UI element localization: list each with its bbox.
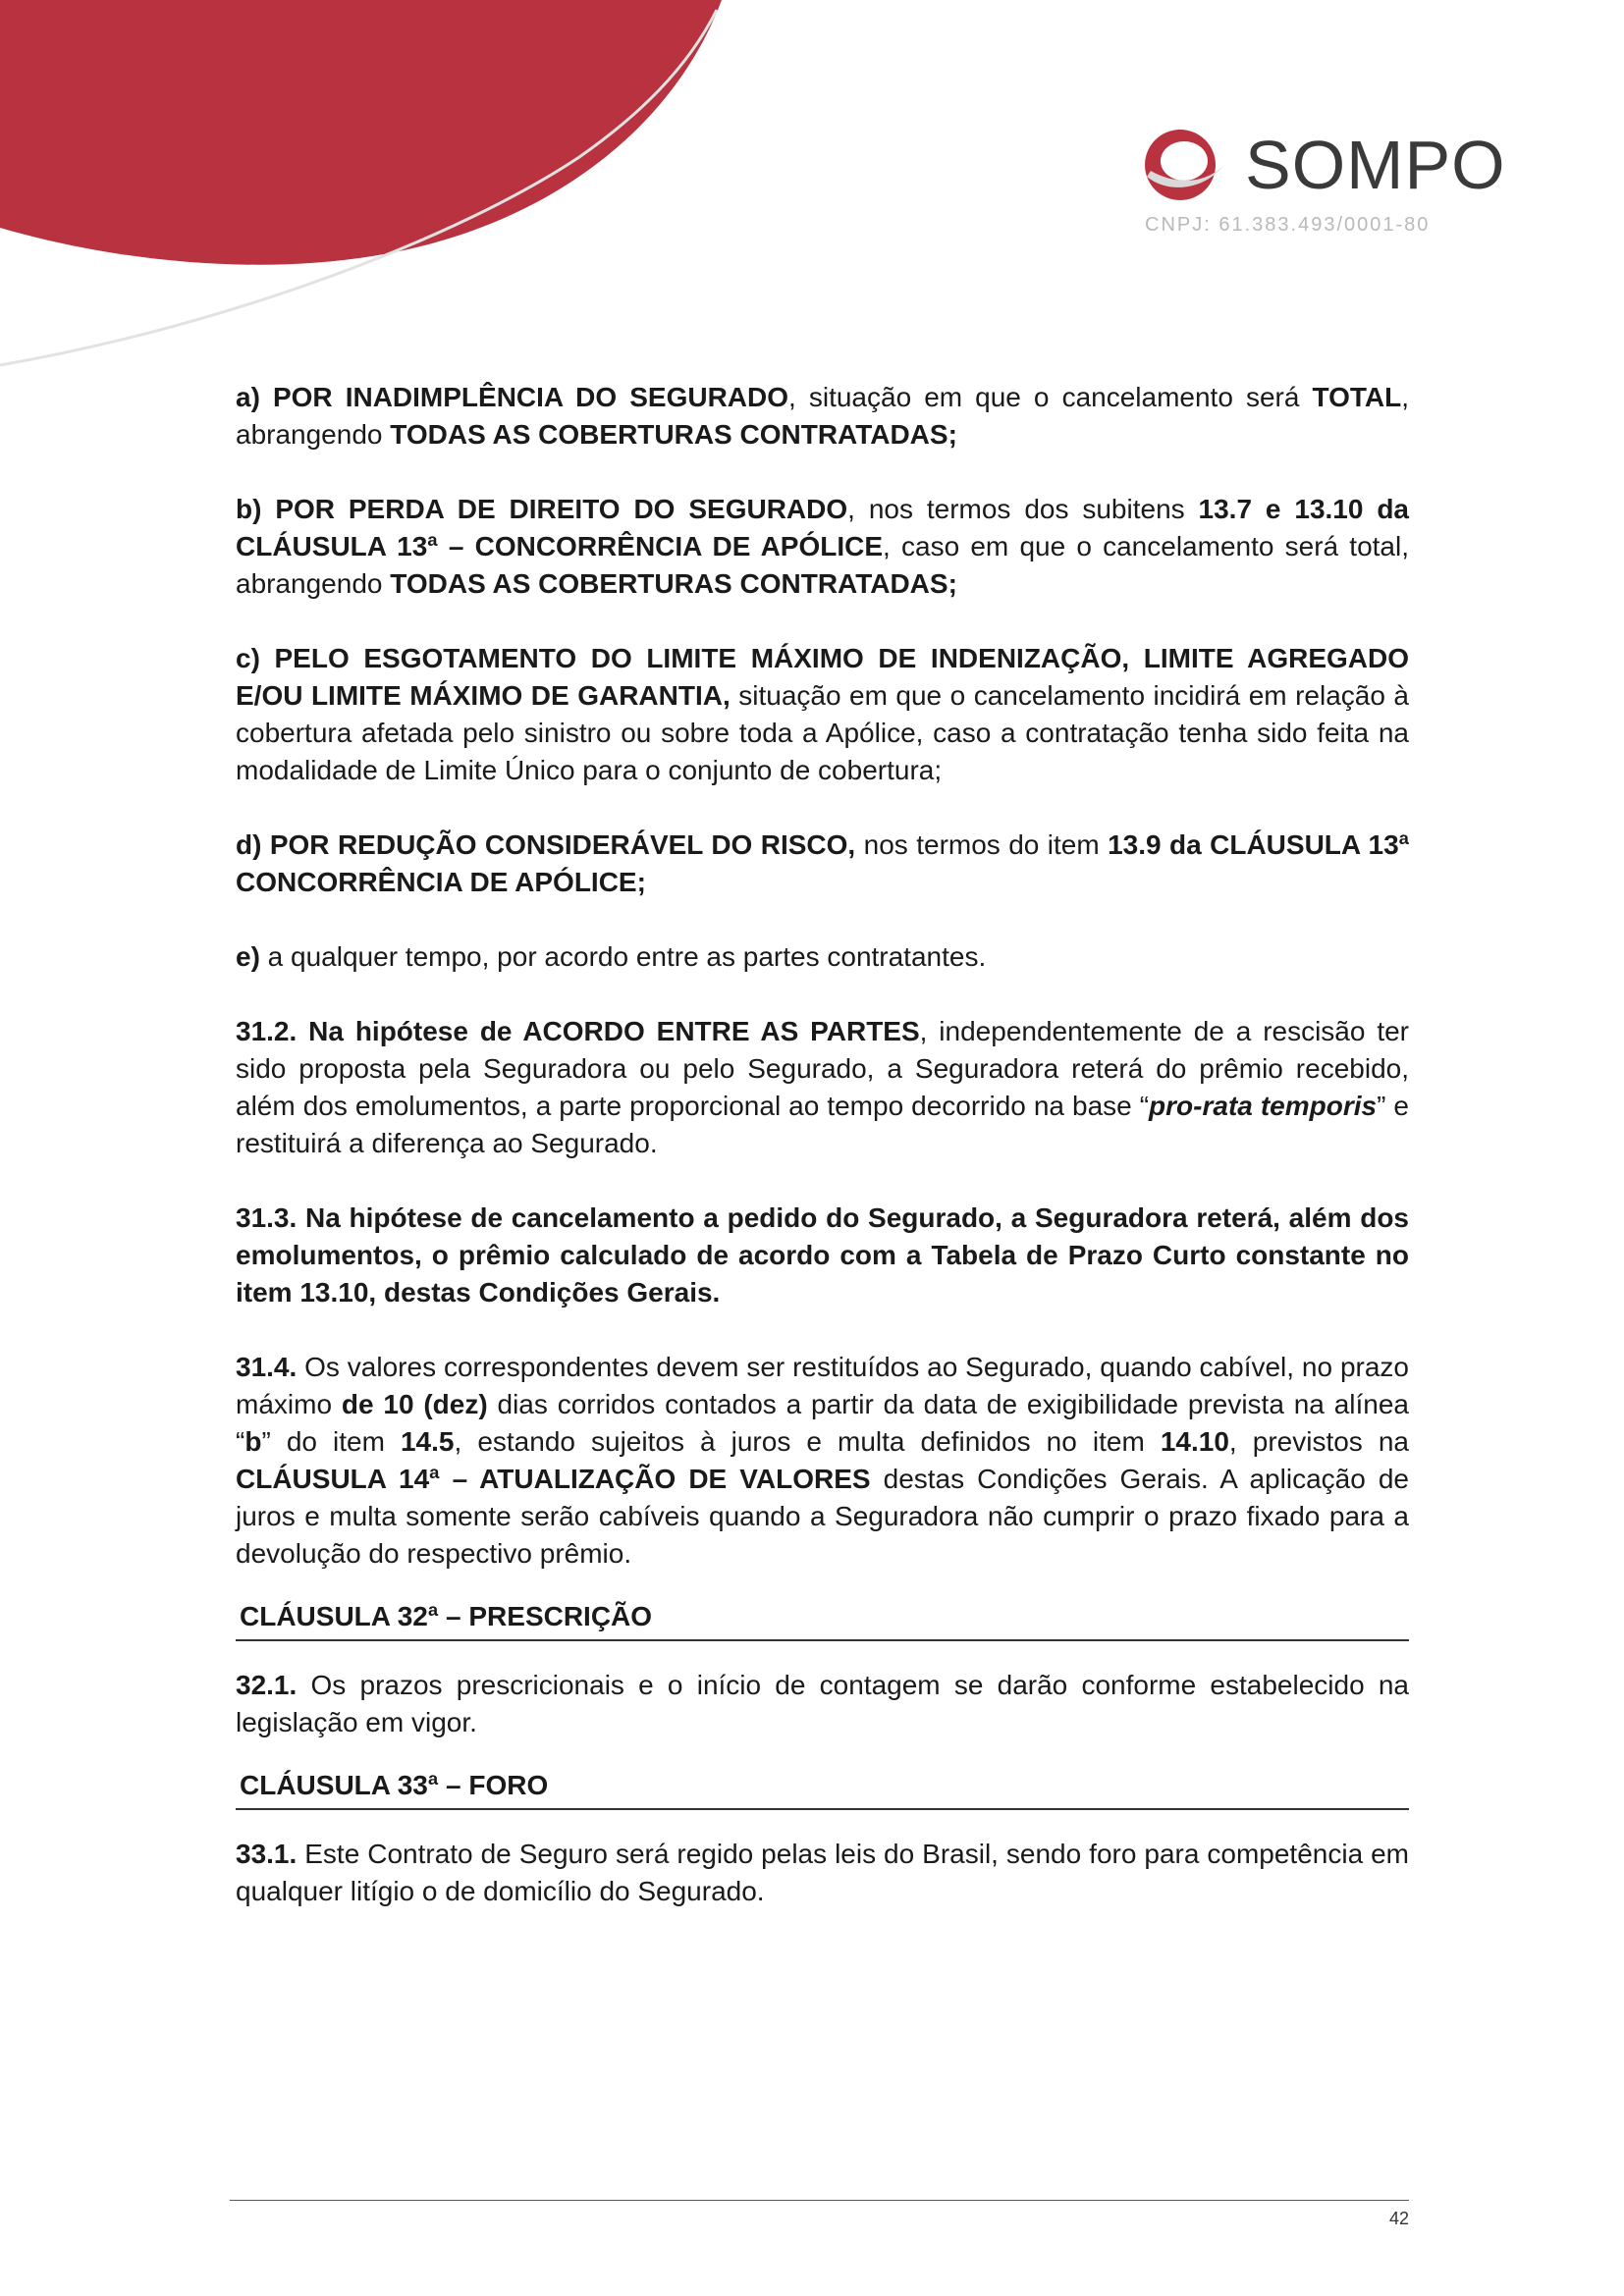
paragraph-33-1	[236, 1836, 1409, 1910]
paragraph-31-3-text: 31.3. Na hipótese de cancelamento a pedido do Segurado, a Seguradora reterá, além dos emolumentos, o prêmio calculado de acordo com a Tabela de Prazo Curto constante no item 13.10, destas Condições Gerais.	[236, 1202, 1409, 1308]
paragraph-a-bold-1: TOTAL	[1312, 382, 1402, 412]
paragraph-33-1-label: 33.1.	[236, 1839, 298, 1869]
paragraph-b-label: b) POR PERDA DE DIREITO DO SEGURADO	[236, 494, 848, 524]
paragraph-a-label: a) POR INADIMPLÊNCIA DO SEGURADO	[236, 382, 789, 412]
paragraph-31-3	[236, 1200, 1409, 1311]
paragraph-31-4-text-5: , previstos na	[1228, 1426, 1410, 1457]
section-heading-33: CLÁUSULA 33ª – FORO	[236, 1767, 1409, 1810]
paragraph-b-bold-1: 13.7 e 13.10 da CLÁUSULA 13ª – CONCORRÊNCIA DE APÓLICE	[236, 494, 1410, 561]
paragraph-e-text-1: a qualquer tempo, por acordo entre as partes contratantes.	[259, 941, 987, 972]
paragraph-31-4-text-3: ” do item	[261, 1426, 401, 1457]
paragraph-b-text-2: , caso em que o cancelamento será total, abrangendo	[236, 531, 1409, 599]
paragraph-32-1	[236, 1667, 1409, 1741]
footer-divider	[230, 2200, 1409, 2201]
paragraph-e	[236, 938, 1409, 976]
paragraph-31-4-bold-2: b	[244, 1426, 262, 1457]
paragraph-d	[236, 827, 1409, 901]
paragraph-32-1-text-1: Os prazos prescricionais e o início de contagem se darão conforme estabelecido na legislação em vigor.	[236, 1670, 1409, 1737]
paragraph-b	[236, 491, 1409, 603]
paragraph-d-bold-1: 13.9 da CLÁUSULA 13ª CONCORRÊNCIA DE APÓLICE;	[236, 829, 1410, 897]
paragraph-31-4-text-2: dias corridos contados a partir da data de exigibilidade prevista na alínea “	[236, 1389, 1409, 1457]
company-logo	[1139, 116, 1512, 243]
brand-cnpj: CNPJ: 61.383.493/0001-80	[1145, 214, 1431, 236]
paragraph-31-4-bold-4: 14.10	[1160, 1426, 1229, 1457]
paragraph-c-label: c) PELO ESGOTAMENTO DO LIMITE MÁXIMO DE INDENIZAÇÃO, LIMITE AGREGADO E/OU LIMITE MÁXIMO DE GARANTIA,	[236, 643, 1409, 711]
paragraph-a-text-2: , abrangendo	[236, 382, 1409, 450]
paragraph-31-4-bold-1: de 10 (dez)	[341, 1389, 488, 1419]
sompo-logo-icon	[1139, 126, 1229, 204]
paragraph-31-4-bold-3: 14.5	[400, 1426, 455, 1457]
paragraph-d-text-1: nos termos do item	[855, 829, 1109, 860]
paragraph-b-text-1: , nos termos dos subitens	[847, 494, 1199, 524]
paragraph-31-4-text-6: destas Condições Gerais. A aplicação de juros e multa somente serão cabíveis quando a Seguradora não cumprir o prazo fixado para a devolução do respectivo prêmio.	[236, 1464, 1409, 1569]
paragraph-31-4	[236, 1349, 1409, 1573]
paragraph-31-4-text-4: , estando sujeitos à juros e multa definidos no item	[454, 1426, 1161, 1457]
red-arc-shape	[0, 0, 722, 265]
paragraph-31-2-text-2: ” e restituirá a diferença ao Segurado.	[236, 1091, 1409, 1158]
paragraph-31-2-text-1: , independentemente de a rescisão ter sido proposta pela Seguradora ou pelo Segurado, a Seguradora reterá do prêmio recebido, além dos emolumentos, a parte proporcional ao tempo decorrido na base “	[236, 1016, 1410, 1121]
grey-curve-line	[0, 10, 717, 365]
paragraph-31-2-italic-term: pro-rata temporis	[1149, 1091, 1378, 1121]
paragraph-c-text-1: situação em que o cancelamento incidirá em relação à cobertura afetada pelo sinistro ou sobre toda a Apólice, caso a contratação tenha sido feita na modalidade de Limite Único para o conjunto de cobertura;	[236, 680, 1409, 785]
paragraph-31-2	[236, 1013, 1409, 1162]
paragraph-e-label: e)	[236, 941, 260, 972]
paragraph-a-text-1: , situação em que o cancelamento será	[788, 382, 1313, 412]
paragraph-a	[236, 379, 1409, 454]
paragraph-32-1-label: 32.1.	[236, 1670, 298, 1700]
paragraph-c	[236, 640, 1409, 789]
paragraph-a-bold-2: TODAS AS COBERTURAS CONTRATADAS;	[390, 419, 957, 450]
document-body	[236, 379, 1409, 1910]
paragraph-d-label: d) POR REDUÇÃO CONSIDERÁVEL DO RISCO,	[236, 829, 856, 860]
paragraph-31-4-label: 31.4.	[236, 1352, 298, 1382]
paragraph-b-bold-2: TODAS AS COBERTURAS CONTRATADAS;	[390, 568, 957, 599]
paragraph-31-4-bold-5: CLÁUSULA 14ª – ATUALIZAÇÃO DE VALORES	[236, 1464, 871, 1494]
paragraph-31-4-text-1: Os valores correspondentes devem ser restituídos ao Segurado, quando cabível, no prazo máximo	[236, 1352, 1409, 1419]
page-number: 42	[1388, 2209, 1409, 2228]
brand-name: SOMPO	[1245, 127, 1506, 203]
paragraph-33-1-text-1: Este Contrato de Seguro será regido pelas leis do Brasil, sendo foro para competência em qualquer litígio o de domicílio do Segurado.	[236, 1839, 1409, 1906]
section-heading-32: CLÁUSULA 32ª – PRESCRIÇÃO	[236, 1598, 1409, 1641]
paragraph-31-2-label: 31.2. Na hipótese de ACORDO ENTRE AS PARTES	[236, 1016, 920, 1046]
